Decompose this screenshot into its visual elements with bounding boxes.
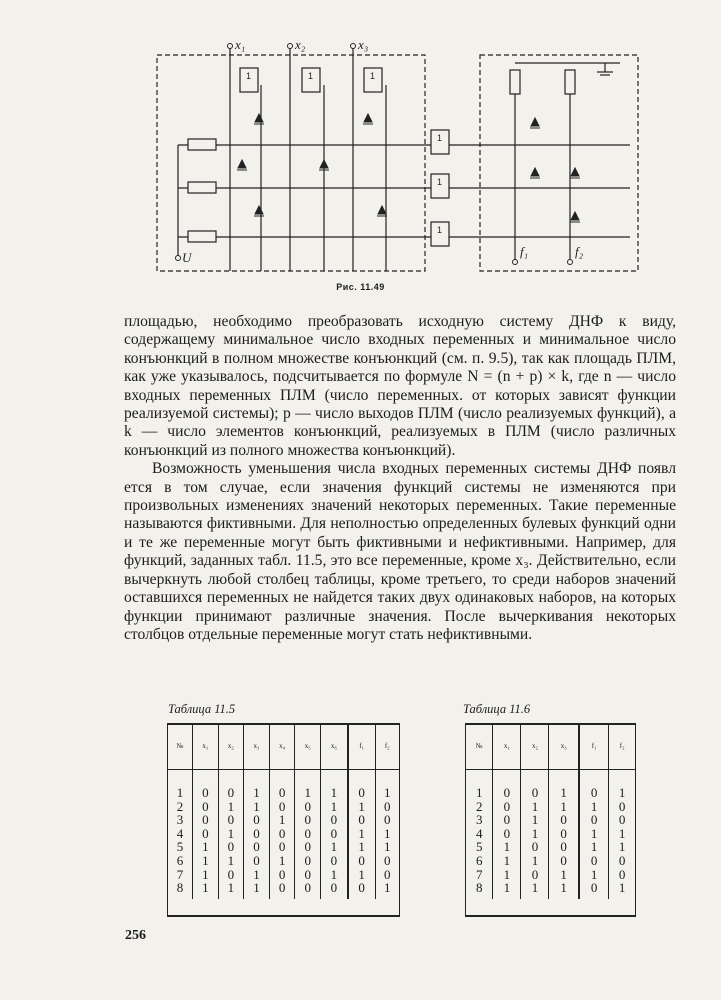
table-cell: 0 <box>295 840 321 854</box>
table-cell: 1 <box>193 840 219 854</box>
gate-label: 1 <box>437 133 443 143</box>
table-11-6 <box>465 723 636 917</box>
column-header: x₄ <box>269 725 295 770</box>
table-cell: 0 <box>348 770 375 800</box>
column-header: x₂ <box>521 725 549 770</box>
circuit-diagram <box>150 30 640 280</box>
table-cell: 1 <box>218 800 244 814</box>
table-cell: 1 <box>493 868 521 882</box>
output-label-f2: f₂ <box>575 244 584 259</box>
table-cell: 1 <box>244 800 270 814</box>
column-header: f₁ <box>348 725 375 770</box>
table-cell: 0 <box>521 840 549 854</box>
table-cell: 0 <box>493 800 521 814</box>
table-cell: 3 <box>475 812 483 828</box>
table-cell: 0 <box>218 868 244 882</box>
table-cell: 1 <box>609 840 635 854</box>
table-cell: 1 <box>375 840 399 854</box>
table-cell: 8 <box>475 880 483 896</box>
table-cell: 0 <box>493 813 521 827</box>
table-cell: 0 <box>193 827 219 841</box>
table-cell: 0 <box>269 800 295 814</box>
table-cell: 0 <box>579 881 609 899</box>
column-header: x₃ <box>549 725 579 770</box>
table-row <box>466 840 635 854</box>
table-row <box>168 770 399 800</box>
table-cell: 0 <box>295 868 321 882</box>
table-cell: 0 <box>269 881 295 899</box>
table-cell: 1 <box>549 881 579 899</box>
table-cell: 0 <box>348 813 375 827</box>
table-cell: 0 <box>320 854 347 868</box>
table-cell: 1 <box>475 785 483 800</box>
table-cell: 6 <box>176 852 184 868</box>
table-cell: 0 <box>295 881 321 899</box>
table-cell: 1 <box>521 854 549 868</box>
table-cell: 1 <box>348 840 375 854</box>
column-header: f₂ <box>609 725 635 770</box>
column-header: x₁ <box>193 725 219 770</box>
table-cell: 1 <box>320 770 347 800</box>
table-cell: 1 <box>609 770 635 800</box>
table-cell: 1 <box>579 827 609 841</box>
paragraph: площадью, необходимо преобразовать исходную систему ДНФ к виду, содержащему минимальное число входных переменных и минимальное число конъюнкций в полном множестве конъюнкций (см. п. 9.5), так как площадь ПЛМ, как уже указывалось, подсчитывается по формуле N = (n + p) × k, где n — число входных переменных ПЛМ (число переменных. от которых зависят функции реализуемой системы); p — число выходов ПЛМ (число реализуемых функций), а k — число элементов конъюнкций, реализуемых в ПЛМ (число различных конъюнкций из полного множества конъюнкций). <box>124 313 676 459</box>
table-row <box>466 868 635 882</box>
table-cell: 2 <box>475 798 483 814</box>
table-cell: 5 <box>176 839 184 855</box>
table-cell: 3 <box>176 812 184 828</box>
table-cell: 1 <box>218 854 244 868</box>
column-header: f₁ <box>579 725 609 770</box>
table-cell: 0 <box>348 854 375 868</box>
table-11-5-title: Таблица 11.5 <box>168 702 236 716</box>
table-cell: 0 <box>244 813 270 827</box>
table-cell: 0 <box>269 868 295 882</box>
column-header: № <box>168 725 193 770</box>
table-cell: 1 <box>375 770 399 800</box>
table-cell: 1 <box>609 827 635 841</box>
table-row <box>466 770 635 800</box>
table-cell: 0 <box>549 813 579 827</box>
table-cell: 1 <box>193 868 219 882</box>
figure-caption: Рис. 11.49 <box>336 282 385 292</box>
table-cell: 0 <box>549 854 579 868</box>
table-cell: 1 <box>320 800 347 814</box>
table-cell: 0 <box>375 854 399 868</box>
table-cell: 1 <box>609 881 635 899</box>
table-cell: 0 <box>320 881 347 899</box>
table-cell: 7 <box>176 866 184 882</box>
table-11-6-grid <box>466 725 635 899</box>
table-cell: 1 <box>375 881 399 899</box>
paragraph: Возможность уменьшения числа входных переменных системы ДНФ появл ется в том случае, если значения функций системы не изменяются при произвольных изменениях значений некоторых переменных. Такие переменные называются фиктивными. Для неполностью определенных булевых функций одни и те же переменные могут быть фиктивными и нефиктивными. Например, для функций, заданных табл. 11.5, это все переменные, кроме x₃. Действительно, если вычеркнуть любой столбец таблицы, кроме третьего, то среди наборов значений оставшихся переменных не найдется таких двух одинаковых наборов, на которых функции принимают различные значения. После вычеркивания некоторых столбцов отдельные переменные могут стать нефиктивными. <box>124 460 676 643</box>
table-cell: 1 <box>579 868 609 882</box>
table-cell: 1 <box>521 813 549 827</box>
table-cell: 0 <box>579 854 609 868</box>
gate-label: 1 <box>437 225 443 235</box>
table-cell: 5 <box>475 839 483 855</box>
supply-label: U <box>182 250 192 265</box>
column-header: x₁ <box>493 725 521 770</box>
table-cell: 0 <box>609 868 635 882</box>
table-cell: 0 <box>549 840 579 854</box>
table-row <box>168 854 399 868</box>
table-11-6-title: Таблица 11.6 <box>463 702 531 716</box>
table-cell: 0 <box>521 868 549 882</box>
table-row <box>466 800 635 814</box>
column-header: f₂ <box>375 725 399 770</box>
table-row <box>168 800 399 814</box>
table-cell: 1 <box>176 785 184 800</box>
table-11-5-grid <box>168 725 399 899</box>
table-11-5 <box>167 723 400 917</box>
table-row <box>168 840 399 854</box>
table-cell: 1 <box>244 770 270 800</box>
gate-label: 1 <box>246 71 252 81</box>
table-cell: 0 <box>521 770 549 800</box>
table-row <box>168 813 399 827</box>
table-cell: 1 <box>320 868 347 882</box>
table-cell: 1 <box>193 854 219 868</box>
column-header: x₃ <box>244 725 270 770</box>
input-label-x2: x₂ <box>295 37 306 52</box>
table-cell: 0 <box>193 813 219 827</box>
page-number: 256 <box>125 928 146 943</box>
table-cell: 1 <box>493 881 521 899</box>
table-cell: 0 <box>579 770 609 800</box>
table-cell: 1 <box>521 827 549 841</box>
table-cell: 1 <box>218 881 244 899</box>
table-cell: 1 <box>348 868 375 882</box>
table-cell: 0 <box>375 868 399 882</box>
column-header: x₅ <box>295 725 321 770</box>
table-cell: 4 <box>475 825 483 841</box>
table-row <box>466 813 635 827</box>
table-cell: 1 <box>269 813 295 827</box>
table-cell: 0 <box>549 827 579 841</box>
column-header: x₆ <box>320 725 347 770</box>
table-cell: 1 <box>579 840 609 854</box>
input-label-x1: x₁ <box>235 37 246 52</box>
table-cell: 0 <box>375 813 399 827</box>
table-cell: 1 <box>549 868 579 882</box>
table-cell: 1 <box>493 840 521 854</box>
table-cell: 2 <box>176 798 184 814</box>
table-row <box>466 827 635 841</box>
gate-label: 1 <box>370 71 376 81</box>
table-cell: 1 <box>244 881 270 899</box>
table-cell: 0 <box>295 813 321 827</box>
table-cell: 0 <box>493 827 521 841</box>
gate-label: 1 <box>308 71 314 81</box>
table-cell: 1 <box>320 840 347 854</box>
table-cell: 0 <box>193 800 219 814</box>
table-cell: 1 <box>218 827 244 841</box>
table-cell: 0 <box>244 854 270 868</box>
table-cell: 1 <box>269 854 295 868</box>
table-cell: 1 <box>348 800 375 814</box>
table-row <box>168 881 399 899</box>
table-cell: 1 <box>521 881 549 899</box>
table-cell: 0 <box>348 881 375 899</box>
table-cell: 0 <box>609 854 635 868</box>
table-cell: 0 <box>218 813 244 827</box>
column-header: x₂ <box>218 725 244 770</box>
table-cell: 0 <box>295 854 321 868</box>
table-cell: 0 <box>193 770 219 800</box>
table-cell: 0 <box>218 840 244 854</box>
table-cell: 4 <box>176 825 184 841</box>
table-cell: 7 <box>475 866 483 882</box>
table-cell: 1 <box>549 800 579 814</box>
table-cell: 1 <box>244 868 270 882</box>
table-cell: 0 <box>295 800 321 814</box>
table-row <box>168 827 399 841</box>
table-cell: 1 <box>521 800 549 814</box>
table-cell: 6 <box>475 852 483 868</box>
column-header: № <box>466 725 493 770</box>
table-cell: 1 <box>348 827 375 841</box>
table-cell: 0 <box>609 813 635 827</box>
table-cell: 1 <box>579 800 609 814</box>
table-cell: 0 <box>320 827 347 841</box>
table-cell: 0 <box>218 770 244 800</box>
output-label-f1: f₁ <box>520 244 529 259</box>
input-label-x3: x₃ <box>358 37 369 52</box>
table-cell: 0 <box>493 770 521 800</box>
table-row <box>466 881 635 899</box>
table-cell: 1 <box>193 881 219 899</box>
table-cell: 1 <box>375 827 399 841</box>
table-cell: 8 <box>176 880 184 896</box>
table-cell: 0 <box>244 827 270 841</box>
gate-label: 1 <box>437 177 443 187</box>
table-cell: 0 <box>320 813 347 827</box>
table-cell: 0 <box>269 770 295 800</box>
table-cell: 1 <box>295 770 321 800</box>
table-cell: 0 <box>295 827 321 841</box>
table-cell: 0 <box>375 800 399 814</box>
table-row <box>466 854 635 868</box>
table-row <box>168 868 399 882</box>
table-cell: 1 <box>549 770 579 800</box>
table-cell: 0 <box>609 800 635 814</box>
table-cell: 0 <box>579 813 609 827</box>
body-text <box>124 313 676 644</box>
table-cell: 0 <box>269 840 295 854</box>
table-cell: 1 <box>493 854 521 868</box>
table-cell: 0 <box>269 827 295 841</box>
table-cell: 0 <box>244 840 270 854</box>
